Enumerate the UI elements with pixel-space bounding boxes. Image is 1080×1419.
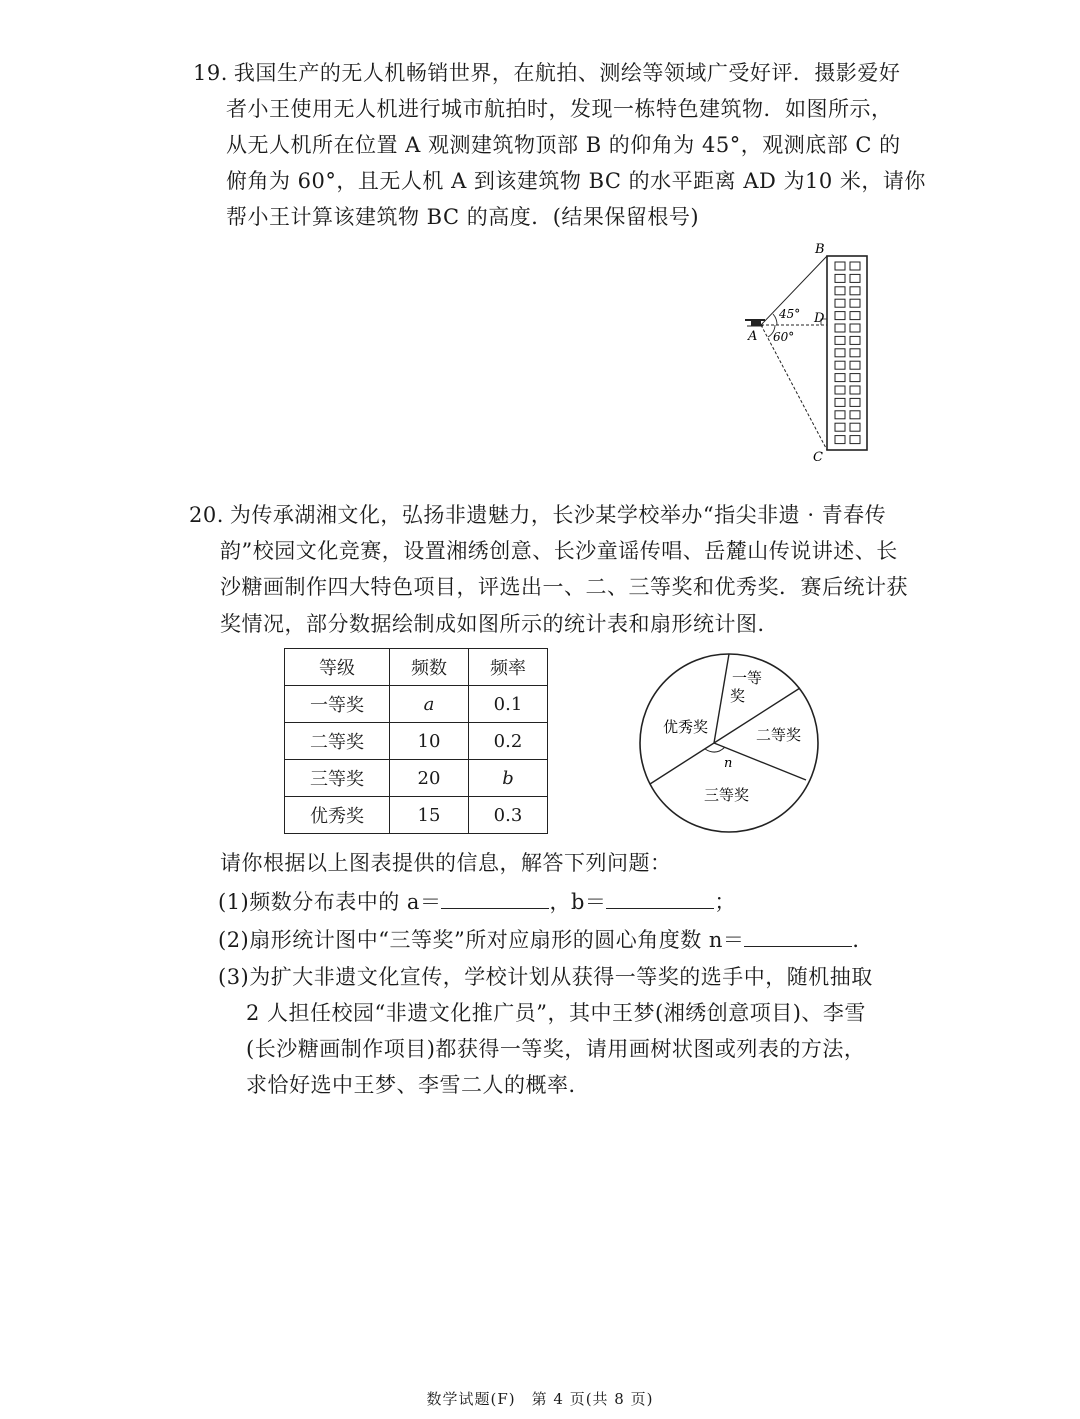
- table-cell: 0.1: [469, 686, 548, 723]
- q19-line-3: 从无人机所在位置 A 观测建筑物顶部 B 的仰角为 45°，观测底部 C 的: [226, 133, 901, 157]
- q20-part-3-line-3: (长沙糖画制作项目)都获得一等奖，请用画树状图或列表的方法，: [246, 1037, 866, 1061]
- table-header-cell: 频数: [390, 649, 469, 686]
- table-cell: 三等奖: [285, 760, 390, 797]
- table-row: [285, 760, 548, 797]
- angle-45-label: 45°: [779, 307, 801, 321]
- q20-line-4: 奖情况，部分数据绘制成如图所示的统计表和扇形统计图．: [220, 612, 779, 636]
- pie-chart: [636, 650, 822, 836]
- answer-blank-b[interactable]: [606, 886, 714, 909]
- table-cell: 0.2: [469, 723, 548, 760]
- q20-intro: 请你根据以上图表提供的信息，解答下列问题：: [220, 851, 672, 875]
- table-row: [285, 797, 548, 834]
- pie-label-first-2: 奖: [730, 687, 746, 705]
- q20-part-1: (1)频数分布表中的 a＝ ，b＝ ；: [218, 886, 736, 917]
- q19-line-1: 19. 我国生产的无人机畅销世界，在航拍、测绘等领域广受好评．摄影爱好: [193, 61, 901, 85]
- table-cell: 一等奖: [285, 686, 390, 723]
- page-footer: 数学试题(F) 第 4 页(共 8 页): [426, 1390, 654, 1408]
- q20-part-3-line-1: (3)为扩大非遗文化宣传，学校计划从获得一等奖的选手中，随机抽取: [218, 965, 873, 989]
- label-C: C: [813, 450, 823, 465]
- q20-part-3-line-2: 2 人担任校园“非遗文化推广员”，其中王梦(湘绣创意项目)、李雪: [246, 1001, 866, 1025]
- drone-building-figure: [735, 238, 885, 466]
- table-cell: 20: [390, 760, 469, 797]
- table-cell: 10: [390, 723, 469, 760]
- table-cell: b: [469, 760, 548, 797]
- pie-label-second: 二等奖: [756, 726, 802, 744]
- building: [827, 256, 867, 450]
- table-cell: 0.3: [469, 797, 548, 834]
- q20-part-2: (2)扇形统计图中“三等奖”所对应扇形的圆心角度数 n＝ ．: [218, 924, 874, 955]
- q19-line-2: 者小王使用无人机进行城市航拍时，发现一栋特色建筑物．如图所示，: [226, 97, 893, 121]
- table-header-row: [285, 649, 548, 686]
- q20-line-1: 20. 为传承湖湘文化，弘扬非遗魅力，长沙某学校举办“指尖非遗 · 青春传: [189, 503, 887, 527]
- pie-label-excellent: 优秀奖: [663, 718, 709, 736]
- table-header-cell: 等级: [285, 649, 390, 686]
- table-cell: 二等奖: [285, 723, 390, 760]
- answer-blank-n[interactable]: [744, 924, 852, 947]
- table-row: [285, 723, 548, 760]
- q20-number: 20.: [189, 503, 224, 527]
- table-cell: 15: [390, 797, 469, 834]
- q20-line-2: 韵”校园文化竞赛，设置湘绣创意、长沙童谣传唱、岳麓山传说讲述、长: [220, 539, 898, 563]
- pie-label-third: 三等奖: [704, 786, 750, 804]
- label-A: A: [748, 329, 758, 344]
- table-cell: 优秀奖: [285, 797, 390, 834]
- q19-number: 19.: [193, 61, 228, 85]
- q20-line-3: 沙糖画制作四大特色项目，评选出一、二、三等奖和优秀奖．赛后统计获: [220, 575, 908, 599]
- pie-angle-n: n: [724, 756, 733, 771]
- stats-table: [284, 648, 548, 834]
- q19-line-5: 帮小王计算该建筑物 BC 的高度．(结果保留根号): [226, 205, 700, 229]
- q20-part-3-line-4: 求恰好选中王梦、李雪二人的概率．: [246, 1073, 590, 1097]
- pie-label-first-1: 一等: [732, 669, 763, 687]
- label-D: D: [814, 311, 825, 326]
- angle-60-label: 60°: [773, 330, 795, 344]
- table-row: [285, 686, 548, 723]
- answer-blank-a[interactable]: [441, 886, 549, 909]
- q19-line-4: 俯角为 60°，且无人机 A 到该建筑物 BC 的水平距离 AD 为10 米，请你: [226, 169, 926, 193]
- table-cell: a: [390, 686, 469, 723]
- table-header-cell: 频率: [469, 649, 548, 686]
- label-B: B: [815, 242, 825, 257]
